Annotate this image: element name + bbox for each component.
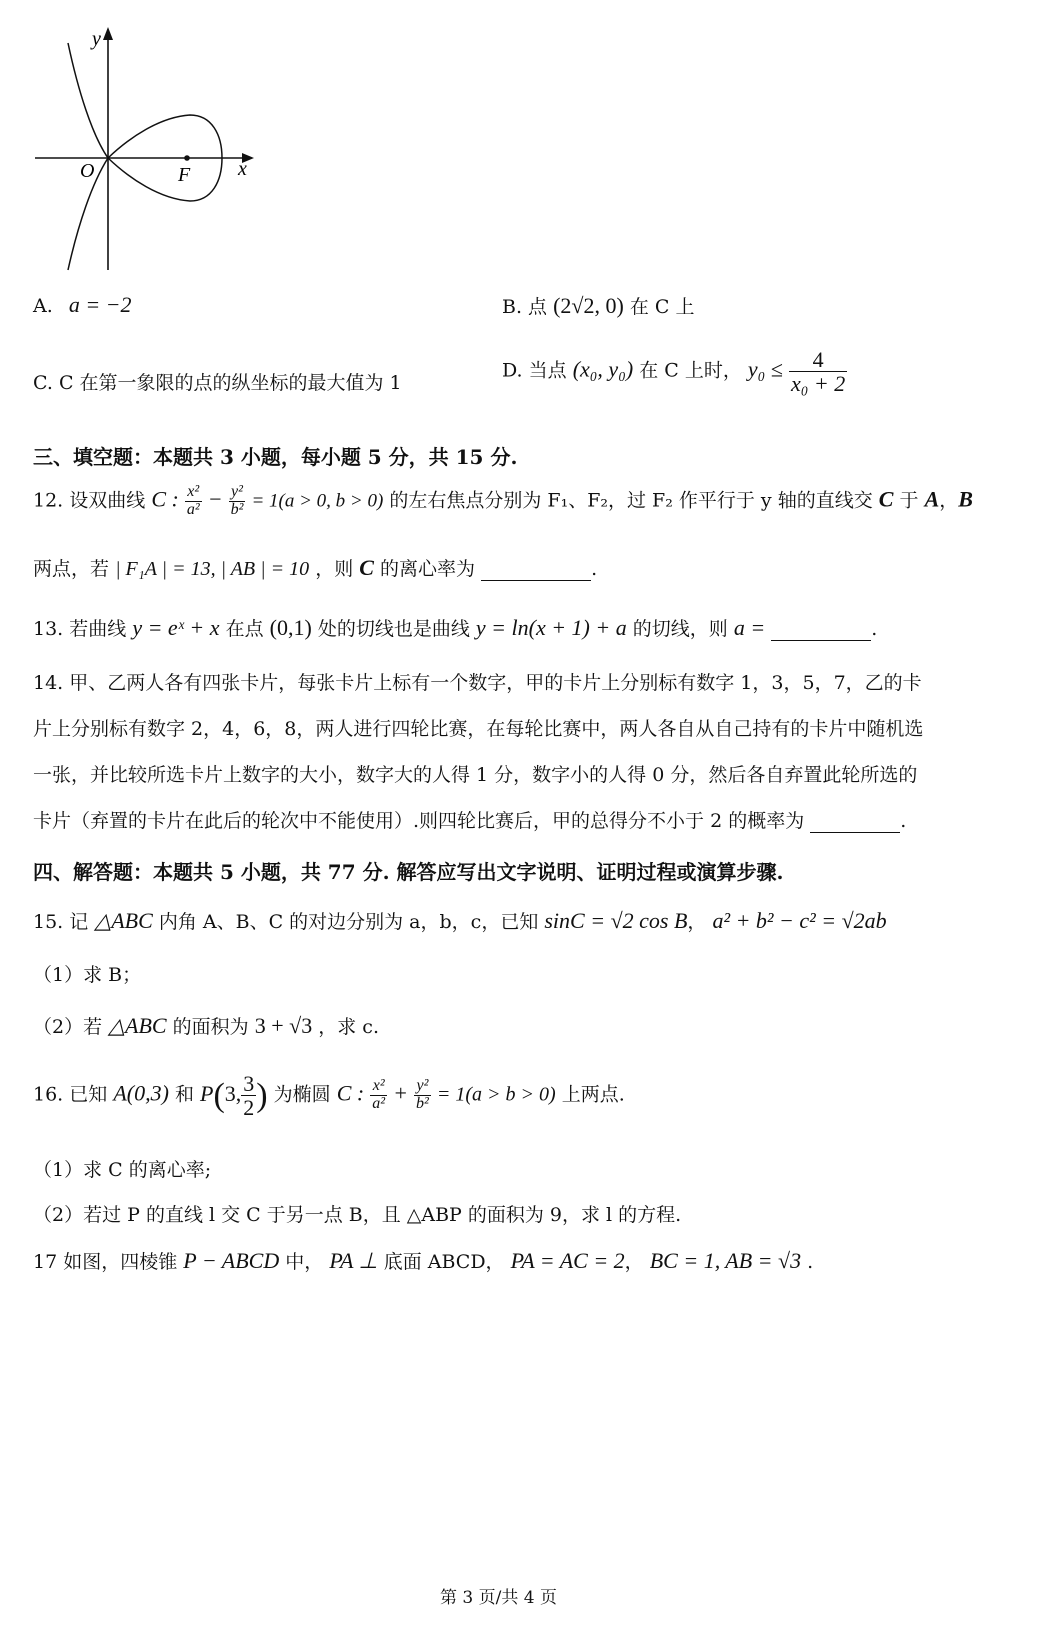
- q15-part2: [33, 1012, 379, 1039]
- option-a: [33, 292, 132, 318]
- q12-line2-a: 两点，若: [33, 558, 110, 580]
- q15-part2-b: 的面积为: [172, 1016, 249, 1038]
- q12-frac2-den: b²: [230, 500, 244, 518]
- q12-tail: 的左右焦点分别为 F₁、F₂，过 F₂ 作平行于 y 轴的直线交: [389, 489, 873, 512]
- q15-stem-b: 内角 A、B、C 的对边分别为 a，b，c，已知: [158, 911, 539, 933]
- q16-pfrac-den: 2: [243, 1095, 255, 1121]
- q16-curve: C :: [336, 1080, 365, 1106]
- q12-a-bold: A: [924, 486, 940, 512]
- option-d-num: 4: [789, 348, 847, 372]
- q12-condition: | F₁A | = 13, | AB | = 10: [115, 558, 310, 580]
- q16-and: 和: [174, 1083, 194, 1106]
- q16-point-p-frac: [241, 1072, 256, 1119]
- q15-eq1: sinC = √2 cos B: [544, 908, 688, 933]
- q12-curve: C :: [151, 486, 179, 512]
- q15-part1: （1）求 B；: [33, 964, 142, 986]
- q17-num: 17: [33, 1251, 58, 1273]
- q16-frac1-den: a²: [372, 1095, 386, 1113]
- q13-answer-label: a =: [733, 615, 766, 640]
- option-d-fraction: [789, 348, 847, 395]
- q16-frac2-num: y²: [414, 1078, 431, 1096]
- q12-frac1-num: x²: [185, 484, 202, 502]
- q16-frac1-num: x²: [370, 1078, 387, 1096]
- q16-point-p: P(3, $\frac{3}{2}$ ): [200, 1071, 268, 1121]
- q16-frac2-den: b²: [416, 1095, 429, 1113]
- focus-label: F: [178, 164, 191, 186]
- q12-frac1: [185, 484, 202, 519]
- q17-period: .: [807, 1251, 814, 1273]
- q14-line2: 片上分别标有数字 2，4，6，8，两人进行四轮比赛，在每轮比赛中，两人各自从自己持有的卡片中随机选: [33, 718, 924, 740]
- q15-comma: ，: [687, 911, 707, 933]
- q15-triangle: △ABC: [94, 908, 153, 933]
- q17-a: 如图，四棱锥: [63, 1251, 178, 1273]
- q16-stem-b: 为椭圆: [273, 1083, 331, 1106]
- option-d-lhs: y₀ ≤: [747, 356, 783, 382]
- q13-text-d: 的切线，则: [632, 618, 728, 640]
- option-a-label: A.: [33, 295, 53, 317]
- q15-part2-value: 3 + √3: [254, 1013, 313, 1038]
- q14-answer-blank[interactable]: [810, 810, 900, 833]
- q12-answer-blank[interactable]: [481, 558, 591, 581]
- q12-comma: ，: [939, 489, 959, 512]
- q12-rhs: = 1(a > 0, b > 0): [251, 490, 384, 512]
- section3-heading: 三、填空题：本题共 3 小题，每小题 5 分，共 15 分.: [33, 445, 518, 469]
- q12-line1: [33, 484, 973, 519]
- q14-line4-text: 卡片（弃置的卡片在此后的轮次中不能使用）.则四轮比赛后，甲的总得分不小于 2 的概率为: [33, 810, 805, 832]
- q16-point-p-name: P: [200, 1080, 214, 1106]
- focus-point: [184, 155, 190, 161]
- q13-period: .: [871, 618, 878, 640]
- section4-heading: 四、解答题：本题共 5 小题，共 77 分. 解答应写出文字说明、证明过程或演算步骤.: [33, 860, 784, 884]
- q17-d: ，: [624, 1251, 644, 1273]
- page-footer: 第 3 页/共 4 页: [440, 1588, 557, 1608]
- y-axis-label: y: [92, 28, 101, 50]
- q12-c-bold: C: [878, 486, 894, 512]
- q13-point: (0,1): [269, 615, 312, 640]
- option-b-prefix: B. 点: [502, 296, 548, 318]
- q13-answer-blank[interactable]: [771, 618, 871, 641]
- origin-label: O: [80, 160, 95, 182]
- q16-rhs: = 1(a > b > 0): [436, 1083, 556, 1106]
- q17-eq1: PA = AC = 2: [510, 1248, 625, 1273]
- option-c: [33, 368, 402, 395]
- q17-c: 底面 ABCD，: [383, 1251, 505, 1273]
- q16-stem: [33, 1072, 625, 1119]
- q16-point-p-x: 3,: [224, 1080, 242, 1106]
- q12-frac2: [229, 484, 246, 519]
- q15-part2-a: （2）若: [33, 1016, 103, 1038]
- q14-period: .: [900, 810, 907, 832]
- q17-stem: [33, 1247, 813, 1274]
- q15-stem: [33, 907, 887, 934]
- q12-line2-c-bold: C: [359, 555, 374, 580]
- q12-num: 12. 设双曲线: [33, 489, 146, 512]
- q13-curve2: y = ln(x + 1) + a: [475, 615, 627, 640]
- option-d-point: (x₀, y₀): [572, 356, 634, 382]
- q13-text-b: 在点: [225, 618, 264, 640]
- curve-left-branch: [68, 43, 108, 270]
- q15-part2-triangle: △ABC: [108, 1013, 167, 1038]
- q12-line2: [33, 554, 597, 581]
- option-d: [502, 348, 847, 395]
- q12-line2-c: 的离心率为: [380, 558, 476, 580]
- q13-text-c: 处的切线也是曲线: [317, 618, 470, 640]
- q16-frac2: [414, 1078, 431, 1113]
- q14-line3: 一张，并比较所选卡片上数字的大小，数字大的人得 1 分，数字小的人得 0 分，然后各自弃置此轮所选的: [33, 764, 918, 786]
- option-d-den: x₀ + 2: [790, 371, 846, 397]
- option-a-expr: a = −2: [68, 292, 132, 317]
- q16-part1: （1）求 C 的离心率;: [33, 1159, 212, 1181]
- option-b: [502, 292, 695, 319]
- q12-frac1-den: a²: [186, 500, 200, 518]
- option-d-middle: 在 C 上时，: [639, 359, 742, 382]
- option-b-expr: (2√2, 0): [553, 293, 624, 318]
- q14-line1: 14. 甲、乙两人各有四张卡片，每张卡片上标有一个数字，甲的卡片上分别标有数字 1，3，5，7，乙的卡: [33, 672, 922, 694]
- q12-minus: −: [207, 486, 223, 512]
- q12-b-bold: B: [958, 486, 973, 512]
- q17-eq2: BC = 1, AB = √3: [649, 1248, 802, 1273]
- q16-frac1: [370, 1078, 387, 1113]
- q16-stem-c: 上两点.: [561, 1083, 625, 1106]
- q17-b: 中，: [285, 1251, 324, 1273]
- q16-part2: （2）若过 P 的直线 l 交 C 于另一点 B，且 △ABP 的面积为 9，求 l 的方程.: [33, 1204, 682, 1226]
- option-c-text: C. C 在第一象限的点的纵坐标的最大值为 1: [33, 372, 402, 394]
- q12-frac2-num: y²: [229, 484, 246, 502]
- q15-stem-a: 15. 记: [33, 911, 89, 933]
- y-axis-arrow: [103, 27, 113, 40]
- q12-period: .: [591, 558, 598, 580]
- q13-line: [33, 614, 877, 641]
- q16-plus: +: [393, 1080, 408, 1106]
- q17-perp: PA ⊥: [329, 1248, 378, 1273]
- q16-stem-a: 16. 已知: [33, 1083, 108, 1106]
- option-b-suffix: 在 C 上: [629, 296, 695, 318]
- q13-curve1: y = eˣ + x: [132, 615, 220, 640]
- q15-part2-c: ，求 c.: [318, 1016, 379, 1038]
- q14-line4: [33, 806, 906, 833]
- q12-to: 于: [899, 489, 919, 512]
- curve-figure: [30, 25, 270, 275]
- q16-point-a: A(0,3): [113, 1080, 169, 1106]
- q12-line2-b: ，则: [315, 558, 354, 580]
- q16-pfrac-num: 3: [243, 1071, 255, 1096]
- x-axis-label: x: [238, 158, 247, 180]
- option-d-prefix: D. 当点: [502, 359, 567, 382]
- q15-eq2: a² + b² − c² = √2ab: [712, 908, 887, 933]
- q13-text-a: 13. 若曲线: [33, 618, 127, 640]
- q17-pyramid: P − ABCD: [183, 1248, 280, 1273]
